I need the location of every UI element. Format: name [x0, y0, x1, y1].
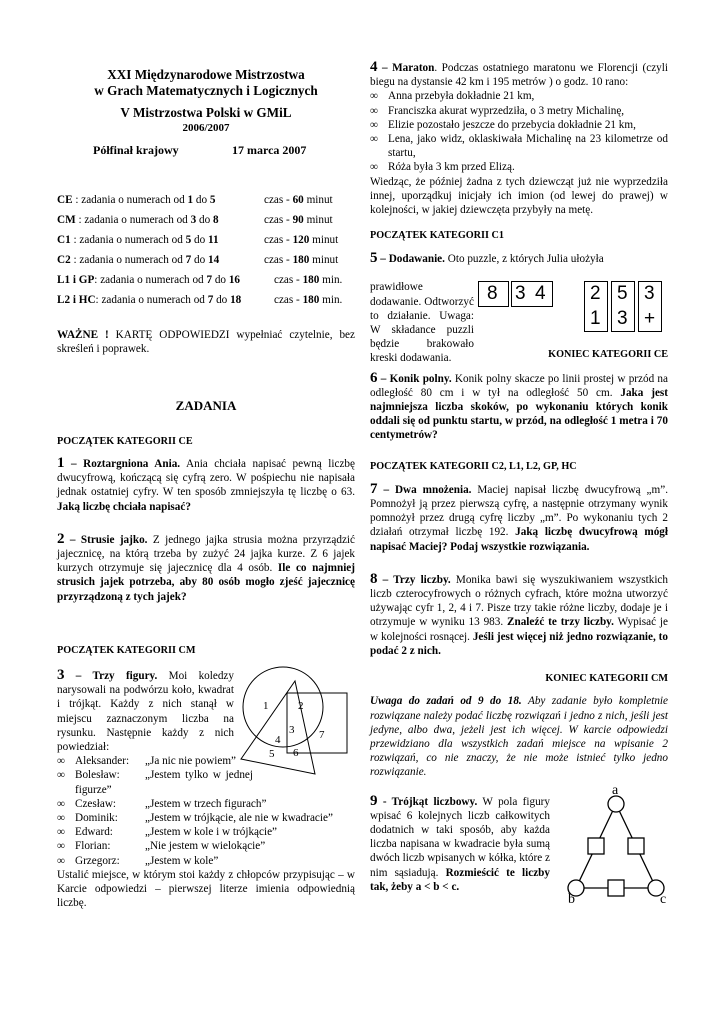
category-sep: : — [95, 294, 102, 307]
warning-label: WAŻNE ! — [57, 329, 109, 342]
problem-5-text-part: Oto puzzle, z których Julia ułożyła — [444, 253, 604, 266]
category-row — [57, 293, 355, 309]
region-label-6: 6 — [293, 747, 299, 760]
puzzle-digit: 3 — [644, 283, 655, 305]
label-b: b — [568, 891, 575, 904]
category-do: do — [212, 274, 229, 287]
problem-9-question: Rozmieścić te liczby tak, żeby — [370, 866, 550, 893]
category-row — [57, 273, 355, 289]
warning — [57, 328, 355, 356]
problem-1 — [57, 456, 355, 514]
label-c: c — [660, 891, 667, 904]
category-from: 7 — [185, 254, 192, 267]
category-unit: minut — [309, 254, 339, 267]
puzzle-digit: 4 — [535, 283, 546, 305]
region-label-1: 1 — [263, 700, 269, 713]
section-start-ce: POCZĄTEK KATEGORII CE — [57, 435, 193, 447]
puzzle-sign: + — [644, 308, 656, 330]
speaker-name: Bolesław: — [75, 769, 120, 782]
statement-item — [57, 839, 355, 853]
category-time-label: czas - — [264, 214, 293, 227]
stage-date-row — [57, 143, 355, 161]
speaker-name: Dominik: — [75, 812, 118, 825]
category-time: 180 — [292, 254, 310, 267]
category-time-label: czas - — [264, 254, 293, 267]
category-to: 8 — [212, 214, 219, 227]
note-label: Uwaga do zadań od 9 do 18. — [370, 695, 522, 708]
circle-a — [608, 796, 624, 812]
fact-item — [370, 89, 668, 103]
section-end-cm: KONIEC KATEGORII CM — [545, 673, 668, 685]
problem-4-outro: Wiedząc, że później żadna z tych dziewcząt już nie wyprzedziła innej, uporządkuj inicjały ich imion (od lewej do prawej) w kolejności, w jakiej dziewczęta przybyły na metę. — [370, 175, 668, 217]
number-triangle-diagram — [560, 784, 672, 904]
title-line-1: XXI Międzynarodowe Mistrzostwa — [107, 67, 305, 82]
category-from: 1 — [187, 194, 194, 207]
category-code: CM — [57, 214, 76, 227]
category-unit: minut — [309, 234, 339, 247]
problem-4-title: – Maraton — [377, 62, 435, 74]
problem-4-facts — [370, 89, 668, 174]
statement-item — [57, 854, 355, 868]
problem-8 — [370, 572, 668, 658]
category-code: L2 i HC — [57, 294, 96, 307]
tasks-title: ZADANIA — [175, 397, 237, 413]
section-start-c2: POCZĄTEK KATEGORII C2, L1, L2, GP, HC — [370, 460, 577, 472]
square-figure — [287, 693, 347, 753]
statement-item — [57, 797, 355, 811]
school-year: 2006/2007 — [182, 122, 230, 134]
problem-1-number: 1 — [57, 455, 65, 472]
problem-9-text — [370, 794, 550, 894]
problem-8-mid: Wypisać je w kolejności rosnącej. — [370, 616, 668, 643]
puzzle-digit: 8 — [487, 283, 498, 305]
infinity-bullet-icon: ∞ — [370, 161, 378, 174]
problem-2-question: Ile co najmniej strusich jajek potrzeba, aby 80 osób mogło zjeść jajecznicę przyrządzoną z tych jajek? — [57, 562, 355, 603]
problem-2-title: – Strusie jajko. — [64, 533, 148, 546]
problem-3-number: 3 — [57, 667, 65, 684]
problem-6-question: Jaka jest najmniejsza liczba skoków, po wykonaniu których konik oddali się od punktu startu, w przód, na odległość 1 metra i 70 centymetrów? — [370, 386, 668, 442]
problem-8-title: – Trzy liczby. — [377, 573, 451, 586]
problem-3-title: – Trzy figury. — [64, 670, 158, 683]
problem-2-text: Z jednego jajka strusia można przyrządzić jajecznicę, na którą trzeba by zużyć 24 jajka kurze. Z 6 jajek kurzych otrzymuje się jajecznicę dla 4 osób. — [57, 533, 355, 575]
problem-9-inequality: a < b < c. — [415, 880, 460, 893]
category-to: 16 — [228, 274, 240, 287]
problem-6-text: Konik polny skacze po linii prostej w przód na odległość 80 cm i w tył na odległość 50 cm. — [370, 372, 668, 399]
category-time: 90 — [292, 214, 304, 227]
category-from: 7 — [207, 294, 214, 307]
speaker-name: Florian: — [75, 840, 111, 853]
category-desc: zadania o numerach od — [79, 254, 186, 267]
region-label-2: 2 — [298, 700, 304, 713]
fact-text: Franciszka akurat wyprzedziła, o 3 metry Michalinę, — [388, 104, 625, 117]
square-left — [588, 838, 604, 854]
speaker-quote: „Jestem w trzech figurach” — [145, 797, 267, 810]
category-to: 14 — [208, 254, 220, 267]
category-do: do — [191, 234, 208, 247]
section-end-ce: KONIEC KATEGORII CE — [548, 349, 668, 361]
speaker-quote: „Ja nic nie powiem” — [145, 755, 237, 768]
problem-5-text — [370, 251, 668, 266]
category-list — [57, 193, 355, 309]
problem-3 — [57, 668, 355, 910]
infinity-bullet-icon: ∞ — [57, 840, 65, 853]
circle-figure — [243, 667, 323, 747]
category-time-label: czas - — [274, 294, 303, 307]
category-code: C2 — [57, 254, 71, 267]
speaker-name: Czesław: — [75, 797, 117, 810]
problem-8-question-2: Jeśli jest więcej niż jedno rozwiązanie, to podać 2 z nich. — [370, 630, 669, 657]
puzzle-digit: 5 — [617, 283, 628, 305]
category-do: do — [213, 294, 231, 307]
puzzle-tiles — [478, 281, 668, 333]
puzzle-tile-8 — [478, 281, 509, 307]
problem-9-title: - Trójkąt liczbowy. — [377, 795, 478, 808]
category-from: 7 — [206, 274, 213, 287]
infinity-bullet-icon: ∞ — [370, 104, 378, 117]
category-desc: zadania o numerach od — [84, 214, 191, 227]
category-desc: zadania o numerach od — [101, 294, 208, 307]
category-sep: : — [72, 194, 82, 207]
problem-8-text: Monika bawi się wyszukiwaniem wszystkich liczb czterocyfrowych o różnych cyfrach, które można utworzyć używając cyfr 1, 2, 4 i 7. Pisze trzy takie różne liczby, dodaje je i otrzymuje w wyniku 13 983. — [370, 573, 668, 629]
problem-9-number: 9 — [370, 792, 378, 809]
problem-5-title: – Dodawanie. — [377, 253, 445, 266]
puzzle-tile-21 — [584, 281, 608, 332]
note-9-18 — [370, 694, 668, 779]
category-row — [57, 193, 355, 209]
category-unit: min. — [319, 294, 343, 307]
problem-8-question-1: Znaleźć te trzy liczby. — [507, 616, 614, 629]
infinity-bullet-icon: ∞ — [370, 133, 378, 146]
fact-item — [370, 118, 668, 132]
category-time: 60 — [292, 194, 304, 207]
speaker-name: Grzegorz: — [75, 854, 120, 867]
category-unit: min. — [319, 274, 343, 287]
infinity-bullet-icon: ∞ — [57, 826, 65, 839]
triangle-figure — [241, 681, 315, 774]
problem-7-text: Maciej napisał liczbę dwucyfrową „m”. Pomnożył ją przez pierwszą cyfrę, a następnie otrzymany wynik pomnożył przez drugą cyfrę liczby „m”. Po wykonaniu tych 2 działań otrzymał liczbę 192. — [370, 483, 668, 539]
section-start-cm: POCZĄTEK KATEGORII CM — [57, 644, 196, 656]
region-label-7: 7 — [319, 729, 325, 742]
stage: Półfinał krajowy — [93, 143, 179, 158]
category-unit: minut — [303, 214, 333, 227]
category-do: do — [191, 254, 208, 267]
infinity-bullet-icon: ∞ — [370, 90, 378, 103]
problem-3-intro — [57, 668, 234, 754]
category-time-label: czas - — [274, 274, 303, 287]
problem-7-number: 7 — [370, 480, 378, 497]
right-column — [370, 59, 669, 904]
speaker-name: Edward: — [75, 826, 113, 839]
title-line-2: w Grach Matematycznych i Logicznych — [94, 83, 318, 98]
problem-6-title: – Konik polny. — [377, 372, 452, 385]
region-label-5: 5 — [269, 748, 275, 761]
problem-4-intro-text: . Podczas ostatniego maratonu we Florencji (czyli biegu na dystansie 42 km i 195 metrów ) o godz. 10 rano: — [370, 62, 668, 89]
category-to: 5 — [209, 194, 216, 207]
category-sep: : — [70, 234, 80, 247]
problem-3-intro-text: Moi koledzy narysowali na podwórzu koło, kwadrat i trójkąt. Każdy z nich stanął w miejscu zaznaczonym liczba na rysunku. Następnie każdy z nich powiedział: — [57, 670, 234, 754]
problem-2-number: 2 — [57, 530, 65, 547]
note-text: Aby zadanie było kompletnie rozwiązane należy podać liczbę rozwiązań i jedno z nich, jeśli jest jedyne, albo dwa, jeżeli jest ich więcej. W karcie odpowiedzi przewidziano dla wszystkich zadań miejsce na wpisanie 2 rozwiązań, co nie znaczy, że nie może istnieć tylko jedno rozwiązanie. — [370, 695, 668, 779]
category-code: L1 i GP — [57, 274, 95, 287]
warning-text: KARTĘ ODPOWIEDZI wypełniać czytelnie, bez skreśleń i poprawek. — [57, 329, 355, 356]
problem-5-text-rest: prawidłowe dodawanie. Odtworzyć to działanie. Uwaga: W składance puzzli będzie brakowało kreski dodawania. — [370, 281, 474, 365]
infinity-bullet-icon: ∞ — [57, 812, 65, 825]
puzzle-tile-3plus — [638, 281, 662, 332]
category-time-label: czas - — [264, 194, 293, 207]
category-sep: : — [70, 254, 80, 267]
puzzle-digit: 1 — [590, 308, 601, 330]
section-start-c1: POCZĄTEK KATEGORII C1 — [370, 230, 504, 242]
category-desc: zadania o numerach od — [100, 274, 207, 287]
category-desc: zadania o numerach od — [79, 234, 186, 247]
fact-text: Róża była 3 km przed Elizą. — [388, 161, 515, 174]
fact-item — [370, 160, 668, 174]
problem-6 — [370, 371, 668, 443]
problem-6-number: 6 — [370, 369, 378, 386]
statement-item — [57, 825, 355, 839]
problem-4-number: 4 — [370, 59, 378, 75]
statement-item — [57, 811, 355, 825]
infinity-bullet-icon: ∞ — [57, 797, 65, 810]
speaker-name: Aleksander: — [75, 755, 130, 768]
square-bottom — [608, 880, 624, 896]
problem-4-intro — [370, 60, 668, 89]
puzzle-digit: 3 — [515, 283, 526, 305]
problem-7 — [370, 482, 668, 554]
category-to: 11 — [208, 234, 219, 247]
problem-2 — [57, 532, 355, 604]
category-row — [57, 233, 355, 249]
infinity-bullet-icon: ∞ — [57, 769, 65, 782]
category-sep: : — [94, 274, 101, 287]
problem-1-text: Ania chciała napisać pewną liczbę dwucyfrową, kończącą się cyfrą zero. W pośpiechu nie napisała jednak ostatniej cyfry. W ten sposób zmniejszyła tę liczbę o 63. — [57, 458, 355, 499]
statement-item — [57, 768, 253, 796]
speaker-quote: „Jestem w kole” — [145, 854, 219, 867]
category-code: C1 — [57, 234, 71, 247]
problem-9 — [370, 783, 668, 904]
problem-5-number: 5 — [370, 250, 378, 267]
speaker-quote: „Jestem w trójkącie, ale nie w kwadracie” — [145, 812, 333, 825]
fact-item — [370, 104, 668, 118]
puzzle-digit: 2 — [590, 283, 601, 305]
three-figures-diagram — [235, 662, 360, 777]
puzzle-tile-53 — [611, 281, 635, 332]
fact-text: Lena, jako widz, oklaskiwała Michalinę na 23 kilometrze od startu, — [388, 133, 668, 160]
fact-text: Elizie pozostało jeszcze do przebycia dokładnie 21 km, — [388, 118, 636, 131]
category-time-label: czas - — [264, 234, 293, 247]
infinity-bullet-icon: ∞ — [57, 755, 65, 768]
category-do: do — [193, 194, 210, 207]
label-a: a — [612, 783, 619, 798]
problem-7-question: Jaką liczbę dwucyfrową mógł napisać Maciej? Podaj wszystkie rozwiązania. — [370, 526, 668, 553]
problem-7-title: – Dwa mnożenia. — [377, 483, 472, 496]
region-label-3: 3 — [289, 724, 295, 737]
left-column — [57, 67, 355, 911]
speaker-quote: „Jestem tylko w jednej figurze” — [75, 769, 253, 796]
problem-9-body: W pola figury wpisać 6 kolejnych liczb całkowitych dodatnich w taki sposób, aby każda liczba napisana w kwadracie była sumą dwóch liczb wpisanych w kółka, które z nim sąsiadują. — [370, 795, 550, 879]
category-from: 5 — [185, 234, 192, 247]
speaker-quote: „Nie jestem w wielokącie” — [145, 840, 266, 853]
puzzle-digit: 3 — [617, 308, 628, 330]
category-do: do — [196, 214, 213, 227]
problem-1-question: Jaką liczbę chciała napisać? — [57, 500, 191, 513]
square-right — [628, 838, 644, 854]
title-line-3: V Mistrzostwa Polski w GMiL — [120, 105, 292, 120]
category-from: 3 — [190, 214, 197, 227]
problem-5-text-narrow — [370, 280, 474, 365]
problem-1-title: – Roztargniona Ania. — [64, 458, 181, 471]
category-sep: : — [75, 214, 85, 227]
fact-text: Anna przebyła dokładnie 21 km, — [388, 90, 535, 103]
infinity-bullet-icon: ∞ — [370, 118, 378, 131]
problem-3-outro: Ustalić miejsce, w którym stoi każdy z chłopców przypisując – w Karcie odpowiedzi – pierwszej literze imienia odpowiednią liczbę. — [57, 868, 355, 910]
category-unit: minut — [303, 194, 333, 207]
category-row — [57, 253, 355, 269]
infinity-bullet-icon: ∞ — [57, 854, 65, 867]
category-time: 180 — [302, 274, 320, 287]
category-row — [57, 213, 355, 229]
fact-item — [370, 132, 668, 160]
category-to: 18 — [230, 294, 242, 307]
speaker-quote: „Jestem w kole i w trójkącie” — [145, 826, 278, 839]
date: 17 marca 2007 — [232, 143, 307, 158]
category-time: 120 — [292, 234, 310, 247]
category-desc: zadania o numerach od — [81, 194, 188, 207]
category-time: 180 — [302, 294, 320, 307]
problem-8-number: 8 — [370, 570, 378, 587]
puzzle-tile-34 — [511, 281, 553, 307]
region-label-4: 4 — [275, 734, 281, 747]
category-code: CE — [57, 194, 73, 207]
